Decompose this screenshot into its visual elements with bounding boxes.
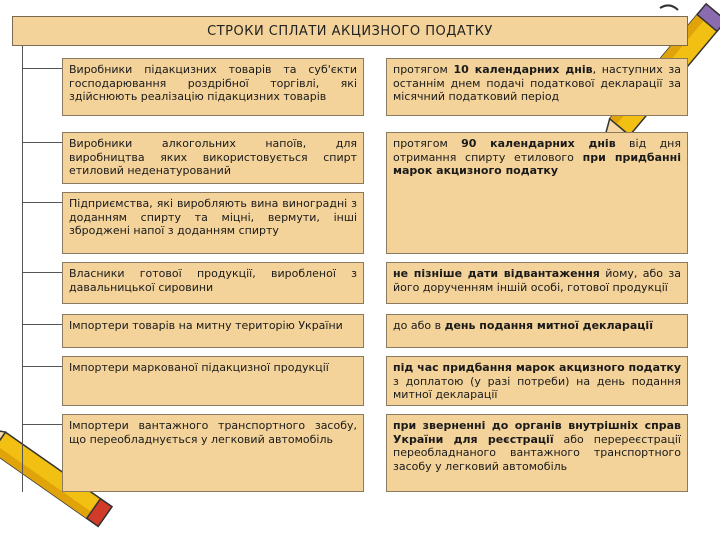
connector-line	[22, 272, 62, 273]
deadline-text: протягом	[393, 63, 454, 76]
taxpayer-box: Імпортери товарів на митну територію України	[62, 314, 364, 348]
deadline-text: 90 календарних днів	[461, 137, 616, 150]
deadline-text: при зверненні до органів внутрішніх справ України для реєстрації	[393, 419, 681, 446]
taxpayer-box: Виробники підакцизних товарів та суб'єкти господарювання роздрібної торгівлі, які здійснюють реалізацію підакцизних товарів	[62, 58, 364, 116]
deadline-text: під час придбання марок акцизного податку	[393, 361, 681, 374]
deadline-text: при придбанні марок акцизного податку	[393, 150, 681, 177]
connector-line	[22, 424, 62, 425]
deadline-text: день подання митної декларації	[444, 319, 653, 332]
connector-line	[22, 324, 62, 325]
deadline-text: , наступних за останнім днем подачі податкової декларації за місячний податковий період	[393, 63, 681, 103]
deadline-box	[386, 132, 688, 254]
deadline-text: не пізніше дати відвантаження	[393, 267, 600, 280]
deadline-text: протягом	[393, 137, 462, 150]
taxpayer-box: Виробники алкогольних напоїв, для виробництва яких використовується спирт етиловий неденатурований	[62, 132, 364, 184]
deadline-text: з доплатою (у разі потреби) на день подання митної декларації	[393, 374, 681, 401]
deadline-box	[386, 414, 688, 492]
deadline-box	[386, 262, 688, 304]
deadline-box	[386, 314, 688, 348]
deadline-box	[386, 58, 688, 116]
connector-line	[22, 68, 62, 69]
taxpayer-box: Підприємства, які виробляють вина виноградні з доданням спирту та міцні, вермути, інші зброджені напої з доданням спирту	[62, 192, 364, 254]
deadline-text: йому, або за його дорученням іншій особі, готової продукції	[393, 267, 681, 294]
taxpayer-box: Імпортери вантажного транспортного засобу, що переобладнується у легковий автомобіль	[62, 414, 364, 492]
deadline-text: від дня отримання спирту етилового	[393, 137, 681, 164]
connector-line	[22, 366, 62, 367]
deadline-text: 10 календарних днів	[453, 63, 593, 76]
deadline-box	[386, 356, 688, 406]
page-title: СТРОКИ СПЛАТИ АКЦИЗНОГО ПОДАТКУ	[12, 16, 688, 46]
connector-spine	[22, 46, 23, 492]
taxpayer-box: Імпортери маркованої підакцизної продукції	[62, 356, 364, 406]
taxpayer-box: Власники готової продукції, виробленої з давальницької сировини	[62, 262, 364, 304]
deadline-text: або перереєстрації переобладнаного вантажного транспортного засобу у легковий автомобіль	[393, 432, 681, 473]
connector-line	[22, 142, 62, 143]
connector-line	[22, 202, 62, 203]
deadline-text: до або в	[393, 319, 445, 332]
